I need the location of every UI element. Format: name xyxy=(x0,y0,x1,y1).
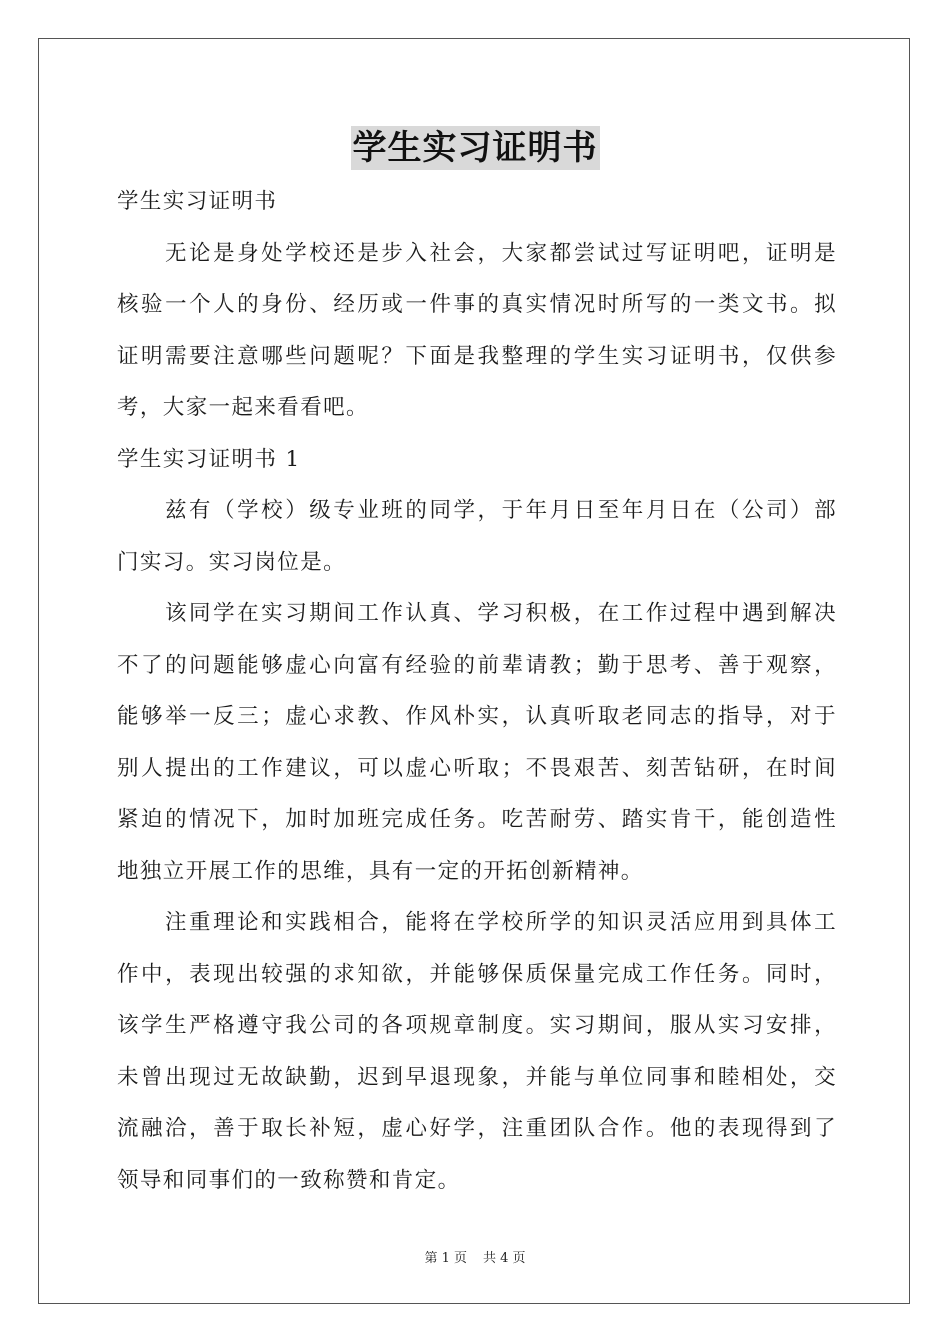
text-line: 未曾出现过无故缺勤，迟到早退现象，并能与单位同事和睦相处，交 xyxy=(117,1064,837,1090)
document-body xyxy=(117,176,837,1206)
text-line: 学生实习证明书 xyxy=(117,189,278,214)
text-line: 门实习。实习岗位是。 xyxy=(117,549,347,575)
title-container xyxy=(0,126,950,170)
page-number: 第 1 页 xyxy=(424,1251,467,1266)
text-line: 别人提出的工作建议，可以虚心听取；不畏艰苦、刻苦钻研，在时间 xyxy=(117,755,837,781)
text-line: 该同学在实习期间工作认真、学习积极，在工作过程中遇到解决 xyxy=(165,601,837,626)
page-footer xyxy=(0,1247,950,1266)
text-line: 流融洽，善于取长补短，虚心好学，注重团队合作。他的表现得到了 xyxy=(117,1116,837,1141)
text-line: 无论是身处学校还是步入社会，大家都尝试过写证明吧，证明是 xyxy=(165,240,837,266)
text-line: 该学生严格遵守我公司的各项规章制度。实习期间，服从实习安排， xyxy=(117,1013,837,1038)
text-line: 证明需要注意哪些问题呢？下面是我整理的学生实习证明书，仅供参 xyxy=(117,343,837,369)
text-line: 兹有（学校）级专业班的同学，于年月日至年月日在（公司）部 xyxy=(165,498,837,523)
text-line: 学生实习证明书 1 xyxy=(117,446,301,472)
text-line: 领导和同事们的一致称赞和肯定。 xyxy=(117,1167,461,1193)
text-line: 考，大家一起来看看吧。 xyxy=(117,395,369,420)
text-line: 作中，表现出较强的求知欲，并能够保质保量完成工作任务。同时， xyxy=(117,961,837,987)
document-title: 学生实习证明书 xyxy=(352,128,598,168)
text-line: 核验一个人的身份、经历或一件事的真实情况时所写的一类文书。拟 xyxy=(117,292,837,317)
text-line: 注重理论和实践相合，能将在学校所学的知识灵活应用到具体工 xyxy=(165,910,837,935)
page-total: 共 4 页 xyxy=(483,1251,526,1266)
text-line: 地独立开展工作的思维，具有一定的开拓创新精神。 xyxy=(117,858,644,884)
text-line: 不了的问题能够虚心向富有经验的前辈请教；勤于思考、善于观察， xyxy=(117,652,837,678)
text-line: 能够举一反三；虚心求教、作风朴实，认真听取老同志的指导，对于 xyxy=(117,704,837,729)
text-line: 紧迫的情况下，加时加班完成任务。吃苦耐劳、踏实肯干，能创造性 xyxy=(117,807,837,832)
